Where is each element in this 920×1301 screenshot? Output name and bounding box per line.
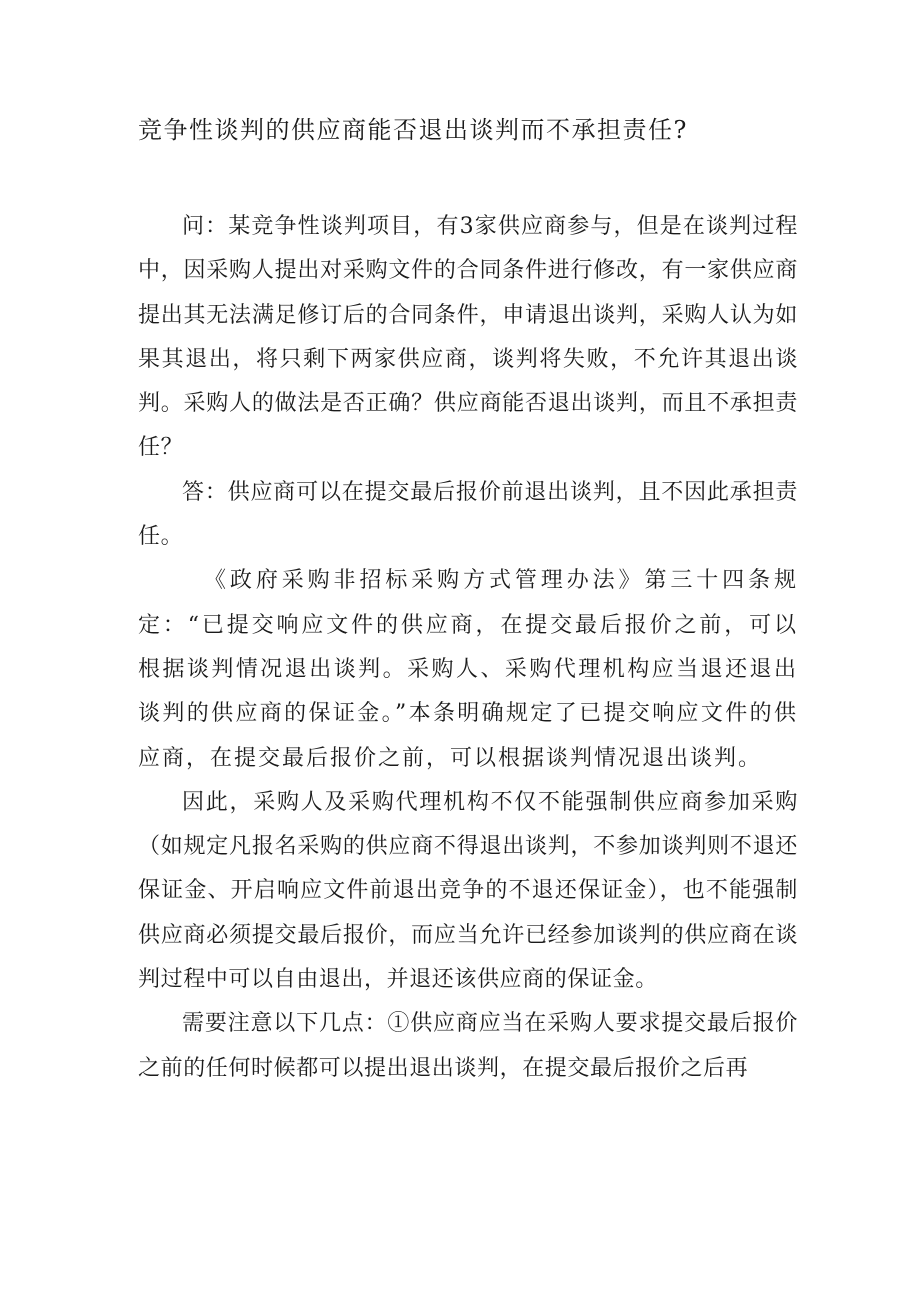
paragraph-answer: 答：供应商可以在提交最后报价前退出谈判，且不因此承担责任。 bbox=[138, 479, 798, 550]
document-body bbox=[138, 205, 798, 1091]
paragraph-notes: 需要注意以下几点：①供应商应当在采购人要求提交最后报价之前的任何时候都可以提出退出谈判，在提交最后报价之后再 bbox=[138, 1011, 798, 1081]
paragraph-regulation: 《政府采购非招标采购方式管理办法》第三十四条规定：“已提交响应文件的供应商，在提交最后报价之前，可以根据谈判情况退出谈判。采购人、采购代理机构应当退还退出谈判的供应商的保证金。”本条明确规定了已提交响应文件的供应商，在提交最后报价之前，可以根据谈判情况退出谈判。 bbox=[138, 568, 798, 771]
paragraph-conclusion: 因此，采购人及采购代理机构不仅不能强制供应商参加采购（如规定凡报名采购的供应商不得退出谈判，不参加谈判则不退还保证金、开启响应文件前退出竞争的不退还保证金），也不能强制供应商必须提交最后报价，而应当允许已经参加谈判的供应商在谈判过程中可以自由退出，并退还该供应商的保证金。 bbox=[138, 789, 798, 993]
paragraph-question: 问：某竞争性谈判项目，有3家供应商参与，但是在谈判过程中，因采购人提出对采购文件的合同条件进行修改，有一家供应商提出其无法满足修订后的合同条件，申请退出谈判，采购人认为如果其退出，将只剩下两家供应商，谈判将失败，不允许其退出谈判。采购人的做法是否正确？供应商能否退出谈判，而且不承担责任？ bbox=[138, 214, 798, 461]
document-title: 竞争性谈判的供应商能否退出谈判而不承担责任? bbox=[138, 116, 688, 144]
